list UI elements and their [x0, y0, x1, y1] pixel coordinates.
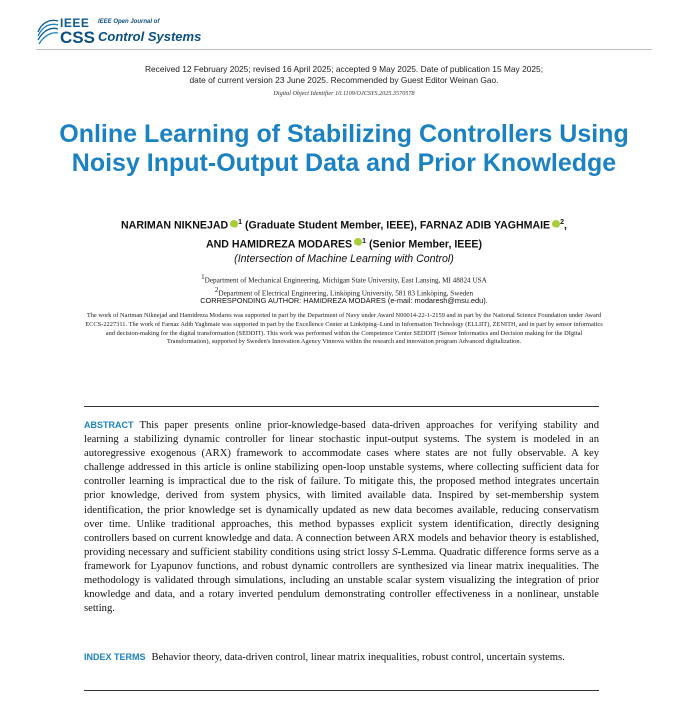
journal-header	[36, 14, 652, 50]
abstract-s-symbol: S	[392, 546, 398, 558]
index-terms-text: Behavior theory, data-driven control, linear matrix inequalities, robust control, uncertain systems.	[151, 652, 565, 663]
index-terms-label: INDEX TERMS	[84, 652, 146, 662]
author-1-role: (Graduate Student Member, IEEE),	[245, 219, 417, 232]
affiliation-1	[40, 273, 648, 286]
logo-css-text: CSS	[60, 28, 95, 47]
author-2-role: ,	[564, 219, 567, 232]
affiliation-1-text: Department of Mechanical Engineering, Michigan State University, East Lansing, MI 48824 USA	[204, 276, 487, 285]
funding-note: The work of Nariman Niknejad and Hamidreza Modares was supported in part by the Department of Navy under Award N00014-22-1-2159 and in part by the National Science Foundation under Award ECCS-2227311. The work of Farnaz Adib Yaghmaie was supported in part by the Excellence Center at Linköping–Lund in Information Technology (ELLIIT), ZENITH, and in part by sensor informatics and decision-making for the digital transformation (SEDDIT). This work was performed within the Competence Center SEDDIT (Sensor Informatics and Decision making for the DIgital Transformation), supported by Sweden's Innovation Agency Vinnova within the research and innovation program Advanced digitalization.	[85, 312, 603, 346]
logo-ieee-text: IEEE	[60, 16, 90, 30]
index-terms	[84, 650, 599, 665]
abstract-label: ABSTRACT	[84, 420, 134, 430]
abstract-bottom-rule	[84, 690, 599, 691]
corresponding-author: CORRESPONDING AUTHOR: HAMIDREZA MODARES (e-mail: modaresh@msu.edu).	[200, 296, 488, 305]
doi: Digital Object Identifier 10.1109/OJCSYS.2025.3570578	[273, 90, 415, 97]
affiliation-1-mark: 1	[201, 273, 205, 281]
journal-prefix: IEEE Open Journal of	[98, 19, 160, 25]
journal-name: Control Systems	[98, 29, 202, 44]
dates-line-2: date of current version 23 June 2025. Recommended by Guest Editor Weinan Gao.	[189, 75, 499, 85]
orcid-icon[interactable]	[354, 238, 362, 246]
abstract	[84, 418, 599, 616]
affiliation-2-text: Department of Electrical Engineering, Linköping University, 581 83 Linköping, Sweden	[218, 289, 474, 298]
author-3-affil: 1	[362, 237, 367, 245]
technical-group: (Intersection of Machine Learning with Control)	[234, 253, 454, 265]
author-line-1	[40, 215, 648, 234]
author-list	[40, 215, 648, 252]
author-2-name: FARNAZ ADIB YAGHMAIE	[419, 219, 551, 232]
dates-line-1: Received 12 February 2025; revised 16 April 2025; accepted 9 May 2025. Date of publication 15 May 2025;	[144, 64, 544, 74]
author-3-name: AND HAMIDREZA MODARES	[205, 238, 353, 251]
publication-dates	[60, 64, 628, 86]
abstract-top-rule	[84, 406, 599, 407]
affiliation-2-mark: 2	[214, 285, 219, 294]
paper-title: Online Learning of Stabilizing Controllers Using Noisy Input-Output Data and Prior Knowledge	[59, 120, 629, 177]
affiliations	[40, 273, 648, 299]
author-3-role: (Senior Member, IEEE)	[368, 238, 483, 251]
header-divider	[36, 49, 652, 50]
author-2-affil: 2	[560, 219, 565, 226]
abstract-text-1: This paper presents online prior-knowledge-based data-driven approaches for verifying stability and learning a stabilizing dynamic controller for linear stochastic input-output systems. The system is modeled in an autoregressive exogenous (ARX) framework to accommodate cases where states are not fully observable. A key challenge addressed in this article is online stabilizing open-loop unstable systems, where collecting sufficient data for controller learning is impractical due to the risk of failure. To mitigate this, the proposed method integrates uncertain prior knowledge, derived from system physics, with limited available data. Inspired by set-membership system identification, the prior knowledge set is dynamically updated as new data becomes available, reducing conservatism over time. Unlike traditional approaches, this method bypasses explicit system identification, directly designing controllers based on current knowledge and data. A connection between ARX models and behavior theory is established, providing necessary and sufficient stability conditions using strict lossy	[84, 420, 599, 558]
orcid-icon[interactable]	[230, 220, 238, 228]
orcid-icon[interactable]	[552, 220, 560, 228]
abstract-text-2: -Lemma. Quadratic difference forms serve as a framework for Lyapunov functions, and robust dynamic controllers are synthesized via linear matrix inequalities. The methodology is validated through simulations, including an unstable scalar system visualizing the integration of prior knowledge and data, and a rotary inverted pendulum demonstrating controller effectiveness in a nonlinear, unstable setting.	[84, 546, 599, 615]
author-1-name: NARIMAN NIKNEJAD	[121, 219, 229, 232]
author-1-affil: 1	[238, 219, 243, 226]
